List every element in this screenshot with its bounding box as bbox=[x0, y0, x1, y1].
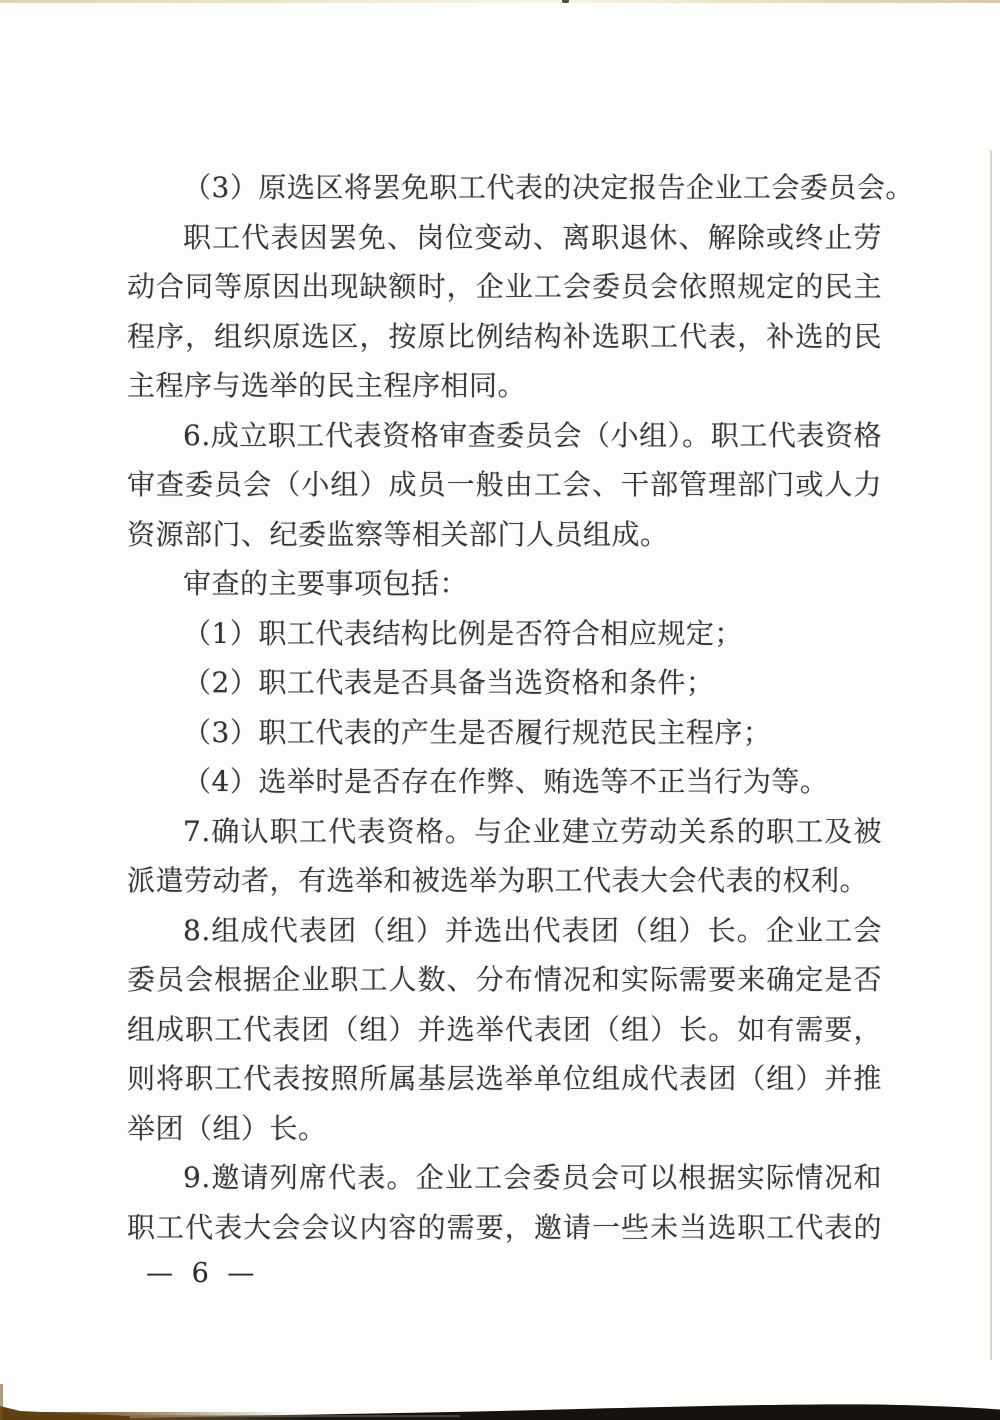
text-line: 则将职工代表按照所属基层选举单位组成代表团（组）并推 bbox=[127, 1062, 882, 1095]
paragraph bbox=[127, 757, 882, 807]
text-line: 程序，组织原选区，按原比例结构补选职工代表，补选的民 bbox=[127, 319, 882, 353]
scan-top-speck-artifact bbox=[562, 0, 569, 3]
paragraph bbox=[127, 559, 882, 609]
text-line: 委员会根据企业职工人数、分布情况和实际需要来确定是否 bbox=[127, 963, 882, 996]
text-line: 9.邀请列席代表。企业工会委员会可以根据实际情况和 bbox=[183, 1161, 882, 1194]
scan-bottom-gray-line bbox=[130, 1415, 460, 1417]
paragraph bbox=[127, 1153, 882, 1252]
paragraph bbox=[127, 411, 882, 560]
text-line: 审查的主要事项包括： bbox=[183, 567, 469, 600]
text-line: 主程序与选举的民主程序相同。 bbox=[127, 369, 527, 402]
page-number: — 6 — bbox=[146, 1258, 260, 1289]
paragraph bbox=[127, 213, 882, 411]
text-line: （1）职工代表结构比例是否符合相应规定； bbox=[183, 616, 743, 650]
text-line: 7.确认职工代表资格。与企业建立劳动关系的职工及被 bbox=[183, 814, 882, 848]
scan-bottom-black-band bbox=[90, 1404, 1000, 1420]
paragraph bbox=[127, 807, 882, 906]
scan-bottom-left-corner-blob bbox=[0, 1406, 130, 1420]
paragraph bbox=[127, 708, 882, 758]
paragraph bbox=[127, 906, 882, 1154]
scan-right-edge-shadow bbox=[990, 150, 992, 1360]
text-line: （3）原选区将罢免职工代表的决定报告企业工会委员会。 bbox=[183, 171, 914, 204]
document-body bbox=[127, 163, 914, 1252]
scan-top-edge-artifact bbox=[0, 0, 1000, 3]
scan-bottom-left-brown-strip bbox=[0, 1412, 310, 1420]
text-line: 审查委员会（小组）成员一般由工会、干部管理部门或人力 bbox=[127, 468, 882, 501]
text-line: 动合同等原因出现缺额时，企业工会委员会依照规定的民主 bbox=[127, 270, 882, 303]
text-line: 8.组成代表团（组）并选出代表团（组）长。企业工会 bbox=[183, 913, 882, 947]
text-line: 资源部门、纪委监察等相关部门人员组成。 bbox=[127, 517, 669, 551]
text-line: 组成职工代表团（组）并选举代表团（组）长。如有需要， bbox=[127, 1012, 882, 1046]
text-line: 举团（组）长。 bbox=[127, 1111, 327, 1145]
text-line: 派遣劳动者，有选举和被选举为职工代表大会代表的权利。 bbox=[127, 864, 869, 897]
paragraph bbox=[127, 658, 882, 708]
text-line: 6.成立职工代表资格审查委员会（小组）。职工代表资格 bbox=[183, 418, 882, 452]
text-line: （3）职工代表的产生是否履行规范民主程序； bbox=[183, 715, 772, 749]
scan-left-edge-sliver bbox=[0, 1384, 3, 1420]
text-line: 职工代表因罢免、岗位变动、离职退休、解除或终止劳 bbox=[183, 220, 882, 254]
paragraph bbox=[127, 609, 882, 659]
text-line: （2）职工代表是否具备当选资格和条件； bbox=[183, 666, 715, 699]
text-line: 职工代表大会会议内容的需要，邀请一些未当选职工代表的 bbox=[127, 1210, 882, 1244]
text-line: （4）选举时是否存在作弊、贿选等不正当行为等。 bbox=[183, 765, 829, 798]
paragraph bbox=[127, 163, 914, 213]
